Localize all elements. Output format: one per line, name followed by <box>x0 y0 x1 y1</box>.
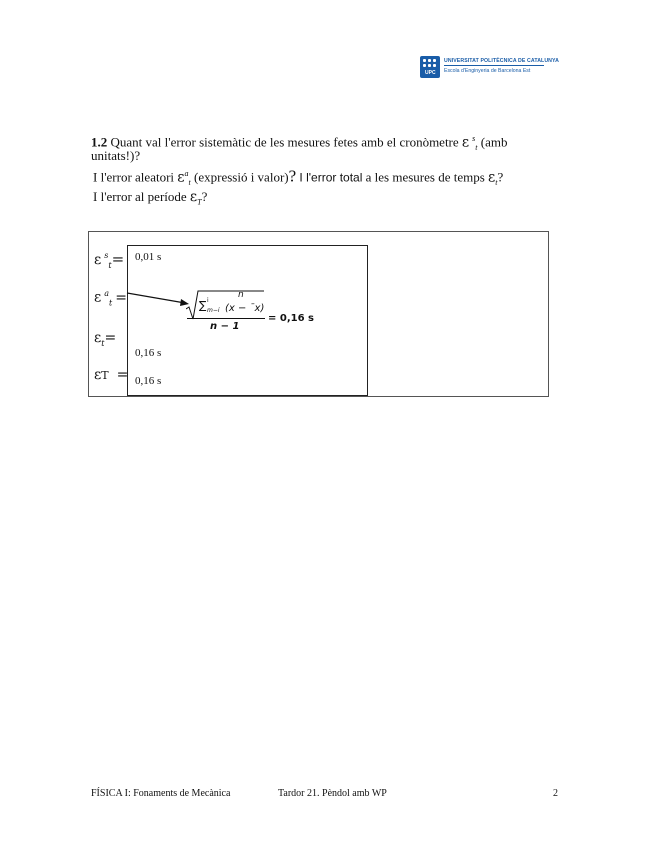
footer-course: FÍSICA I: Fonaments de Mecànica <box>91 788 231 799</box>
question-text-1: Quant val l'error sistemàtic de les mesures fetes amb el cronòmetre <box>110 134 459 150</box>
value-period: 0,16 s <box>135 375 162 387</box>
formula-n-top: n <box>238 290 244 300</box>
formula-sum: ∑ <box>199 299 207 312</box>
formula-sum-sup: i <box>207 297 209 304</box>
question-line-4: I l'error al període $\varepsilon_T$? <box>93 189 208 207</box>
formula-denominator: n − 1 <box>210 321 240 332</box>
footer-page-number: 2 <box>553 788 558 799</box>
label-total-error: $\varepsilon_t=$ <box>94 330 117 348</box>
formula-body: (x − ˉx) <box>225 303 265 314</box>
question-line-3: I l'error aleatori $\varepsilon^a_t$ (expressió i valor)? I l'error total a les mesures de temps $\varepsilon_t$? <box>93 166 504 187</box>
logo-university-name: UNIVERSITAT POLITÈCNICA DE CATALUNYA <box>444 58 559 64</box>
label-random-error: ε $^a_t$ = <box>94 289 127 308</box>
question-number: 1.2 <box>91 134 108 150</box>
random-error-formula <box>180 288 315 334</box>
logo-mark: UPC <box>425 70 436 76</box>
footer-term: Tardor 21. Pèndol amb WP <box>278 788 387 799</box>
label-systematic-error: ε $^s_t$= <box>94 250 125 270</box>
formula-sum-sub: m−i <box>207 307 220 314</box>
value-systematic: 0,01 s <box>135 251 162 263</box>
formula-result: = 0,16 s <box>268 313 314 324</box>
upc-logo-icon <box>420 56 440 78</box>
logo-school-name: Escola d'Enginyeria de Barcelona Est <box>444 68 531 74</box>
value-total: 0,16 s <box>135 347 162 359</box>
question-line-1: 1.2 Quant val l'error sistemàtic de les mesures fetes amb el cronòmetre ε $^s_t$ (amb <box>91 134 508 152</box>
question-line-2: unitats!)? <box>91 148 141 163</box>
upc-logo <box>420 56 559 80</box>
label-period-error: εT = <box>94 367 129 383</box>
